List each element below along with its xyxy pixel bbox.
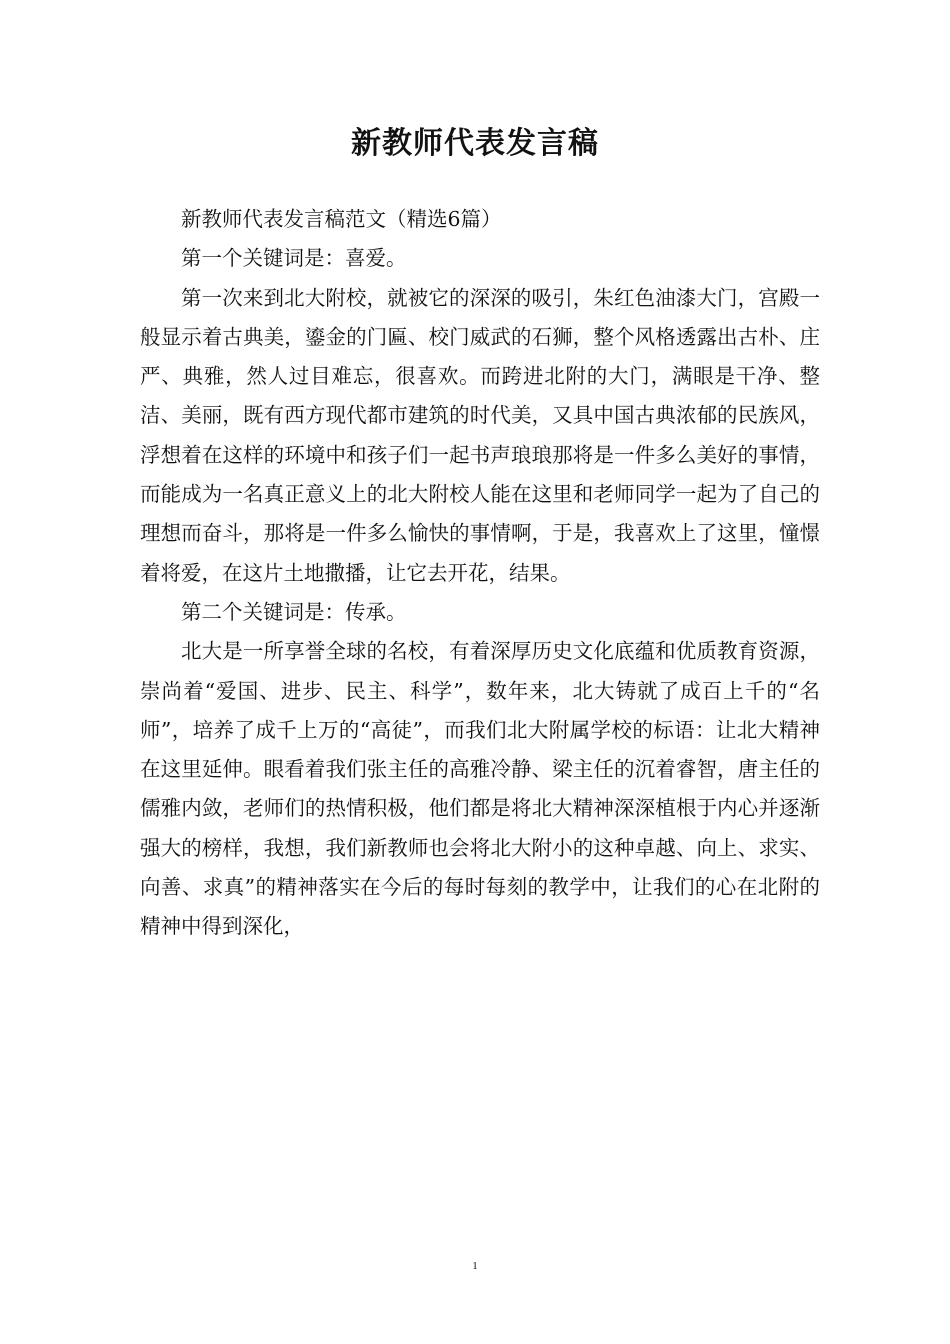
paragraph-subtitle: 新教师代表发言稿范文（精选6篇） <box>181 207 502 231</box>
document-title: 新教师代表发言稿 <box>351 126 599 161</box>
page-number: 1 <box>472 1260 478 1272</box>
paragraph-first-impression: 第一次来到北大附校，就被它的深深的吸引，朱红色油漆大门，宫殿一般显示着古典美，鎏金的门匾、校门威武的石狮，整个风格透露出古朴、庄严、典雅，然人过目难忘，很喜欢。而跨进北附的大门，满眼是干净、整洁、美丽，既有西方现代都市建筑的时代美，又具中国古典浓郁的民族风，浮想着在这样的环境中和孩子们一起书声琅琅那将是一件多么美好的事情，而能成为一名真正意义上的北大附校人能在这里和老师同学一起为了自己的理想而奋斗，那将是一件多么愉快的事情啊，于是，我喜欢上了这里，憧憬着将爱，在这片土地撒播，让它去开花，结果。 <box>140 285 820 585</box>
paragraph-inheritance: 北大是一所享誉全球的名校，有着深厚历史文化底蕴和优质教育资源，崇尚着“爱国、进步、民主、科学”，数年来，北大铸就了成百上千的“名师”，培养了成千上万的“高徒”，而我们北大附属学校的标语：让北大精神在这里延伸。眼看着我们张主任的高雅冷静、梁主任的沉着睿智，唐主任的儒雅内敛，老师们的热情积极，他们都是将北大精神深深植根于内心并逐渐强大的榜样，我想，我们新教师也会将北大附小的这种卓越、向上、求实、向善、求真”的精神落实在今后的每时每刻的教学中，让我们的心在北附的精神中得到深化， <box>140 639 820 939</box>
paragraph-keyword-two: 第二个关键词是：传承。 <box>181 599 407 624</box>
document-body <box>140 200 820 947</box>
paragraph-keyword-one: 第一个关键词是：喜爱。 <box>181 246 407 271</box>
